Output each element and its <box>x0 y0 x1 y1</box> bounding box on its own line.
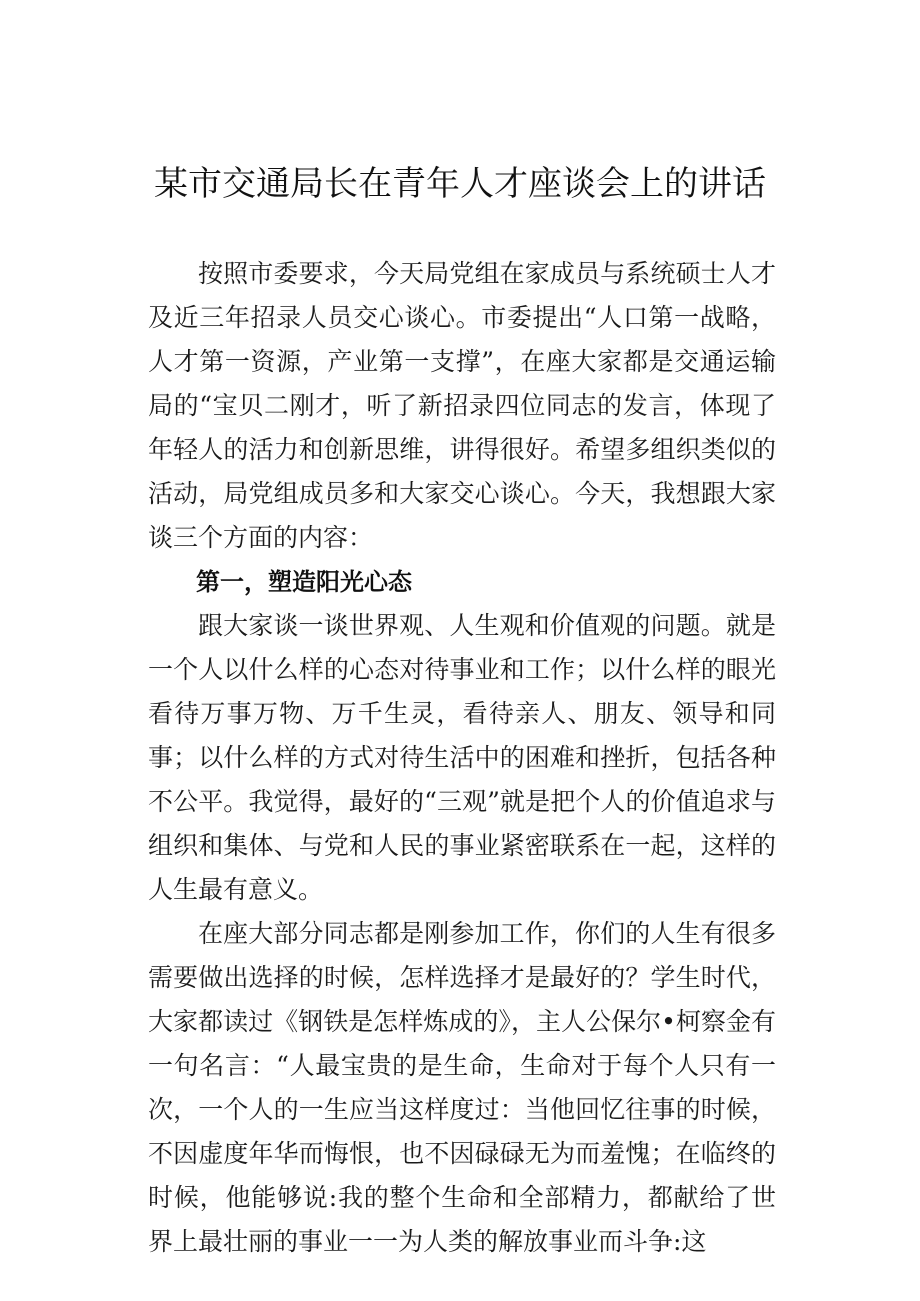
section-paragraph: 在座大部分同志都是刚参加工作，你们的人生有很多需要做出选择的时候，怎样选择才是最好的？学生时代，大家都读过《钢铁是怎样炼成的》，主人公保尔•柯察金有一句名言：“人最宝贵的是生命，生命对于每个人只有一次，一个人的一生应当这样度过：当他回忆往事的时候，不因虚度年华而悔恨，也不因碌碌无为而羞愧；在临终的时候，他能够说:我的整个生命和全部精力，都献给了世界上最壮丽的事业一一为人类的解放事业而斗争:这 <box>148 919 776 1256</box>
document-title: 某市交通局长在青年人才座谈会上的讲话 <box>154 164 766 204</box>
section-heading: 第一，塑造阳光心态 <box>196 568 412 596</box>
section-paragraph: 跟大家谈一谈世界观、人生观和价值观的问题。就是一个人以什么样的心态对待事业和工作；以什么样的眼光看待万事万物、万千生灵，看待亲人、朋友、领导和同事；以什么样的方式对待生活中的困难和挫折，包括各种不公平。我觉得，最好的“三观”就是把个人的价值追求与组织和集体、与党和人民的事业紧密联系在一起，这样的人生最有意义。 <box>148 611 776 904</box>
intro-paragraph: 按照市委要求，今天局党组在家成员与系统硕士人才及近三年招录人员交心谈心。市委提出“人口第一战略，人才第一资源，产业第一支撑”，在座大家都是交通运输局的“宝贝二刚才，听了新招录四位同志的发言，体现了年轻人的活力和创新思维，讲得很好。希望多组织类似的活动，局党组成员多和大家交心谈心。今天，我想跟大家谈三个方面的内容： <box>148 259 776 552</box>
document-body <box>148 252 776 1264</box>
